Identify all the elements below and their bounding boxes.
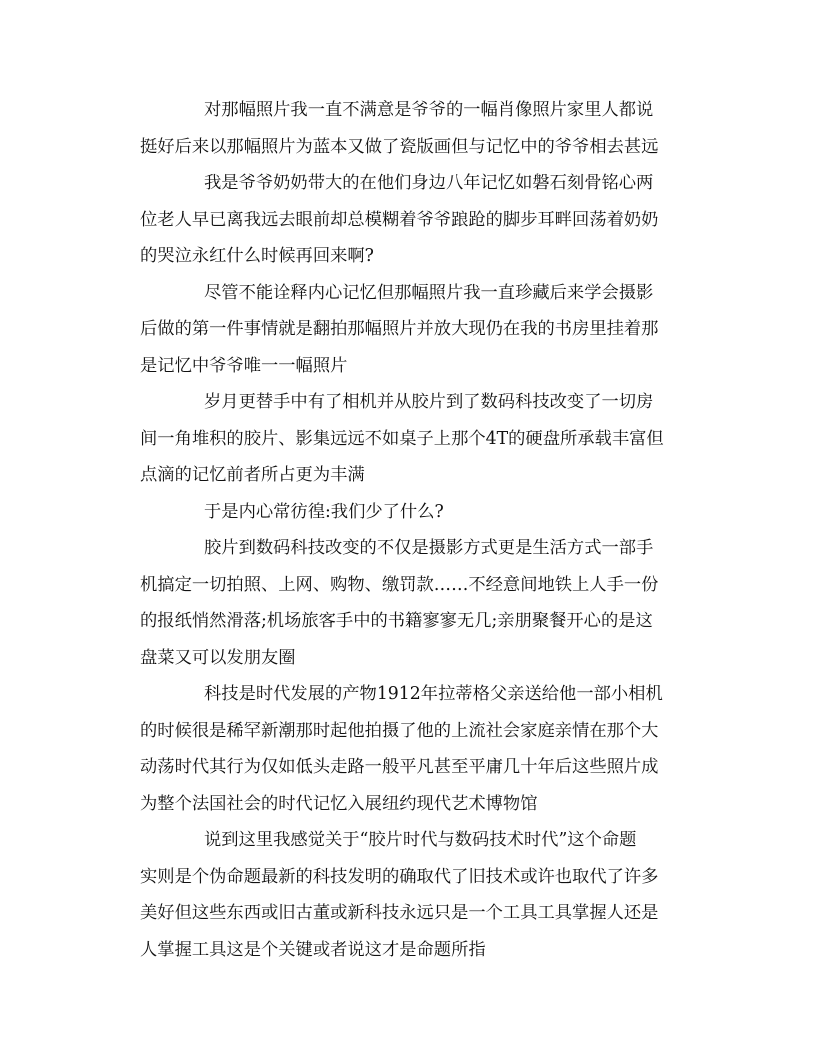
paragraph	[140, 530, 700, 676]
paragraph-first-line: 说到这里我感觉关于“胶片时代与数码技术时代”这个命题	[204, 830, 637, 850]
paragraph-line: 间一角堆积的胶片、影集远远不如桌子上那个4T的硬盘所承载丰富但	[140, 428, 664, 449]
document-body	[140, 92, 700, 968]
paragraph	[140, 676, 700, 822]
paragraph-first-line: 于是内心常彷徨:我们少了什么?	[204, 501, 444, 522]
paragraph-line: 的哭泣永红什么时候再回来啊?	[140, 246, 374, 266]
paragraph	[140, 165, 700, 275]
paragraph-line: 的报纸悄然滑落;机场旅客手中的书籍寥寥无几;亲朋聚餐开心的是这	[140, 611, 653, 631]
paragraph	[140, 384, 700, 494]
paragraph	[140, 494, 700, 531]
paragraph-line: 盘菜又可以发朋友圈	[140, 647, 296, 668]
paragraph-line: 点滴的记忆前者所占更为丰满	[140, 465, 365, 485]
paragraph-line: 美好但这些东西或旧古董或新科技永远只是一个工具工具掌握人还是	[140, 903, 659, 923]
paragraph-first-line: 尽管不能诠释内心记忆但那幅照片我一直珍藏后来学会摄影	[204, 282, 654, 303]
paragraph-line: 的时候很是稀罕新潮那时起他拍摄了他的上流社会家庭亲情在那个大	[140, 720, 659, 741]
paragraph-first-line: 对那幅照片我一直不满意是爷爷的一幅肖像照片家里人都说	[204, 100, 654, 120]
paragraph-first-line: 胶片到数码科技改变的不仅是摄影方式更是生活方式一部手	[204, 538, 654, 558]
paragraph-first-line: 科技是时代发展的产物1912年拉蒂格父亲送给他一部小相机	[204, 684, 663, 704]
paragraph-line: 机搞定一切拍照、上网、购物、缴罚款……不经意间地铁上人手一份	[140, 574, 659, 595]
paragraph-line: 后做的第一件事情就是翻拍那幅照片并放大现仍在我的书房里挂着那	[140, 319, 659, 339]
paragraph-first-line: 岁月更替手中有了相机并从胶片到了数码科技改变了一切房	[204, 392, 654, 412]
paragraph	[140, 92, 700, 165]
paragraph	[140, 275, 700, 385]
paragraph-line: 是记忆中爷爷唯一一幅照片	[140, 355, 348, 376]
paragraph-line: 动荡时代其行为仅如低头走路一般平凡甚至平庸几十年后这些照片成	[140, 757, 659, 777]
paragraph	[140, 822, 700, 968]
paragraph-line: 人掌握工具这是个关键或者说这才是命题所指	[140, 939, 486, 960]
paragraph-line: 实则是个伪命题最新的科技发明的确取代了旧技术或许也取代了许多	[140, 866, 659, 887]
paragraph-line: 位老人早已离我远去眼前却总模糊着爷爷踉跄的脚步耳畔回荡着奶奶	[140, 209, 659, 230]
paragraph-line: 挺好后来以那幅照片为蓝本又做了瓷版画但与记忆中的爷爷相去甚远	[140, 136, 659, 157]
paragraph-first-line: 我是爷爷奶奶带大的在他们身边八年记忆如磐石刻骨铭心两	[204, 173, 654, 193]
paragraph-line: 为整个法国社会的时代记忆入展纽约现代艺术博物馆	[140, 793, 538, 814]
